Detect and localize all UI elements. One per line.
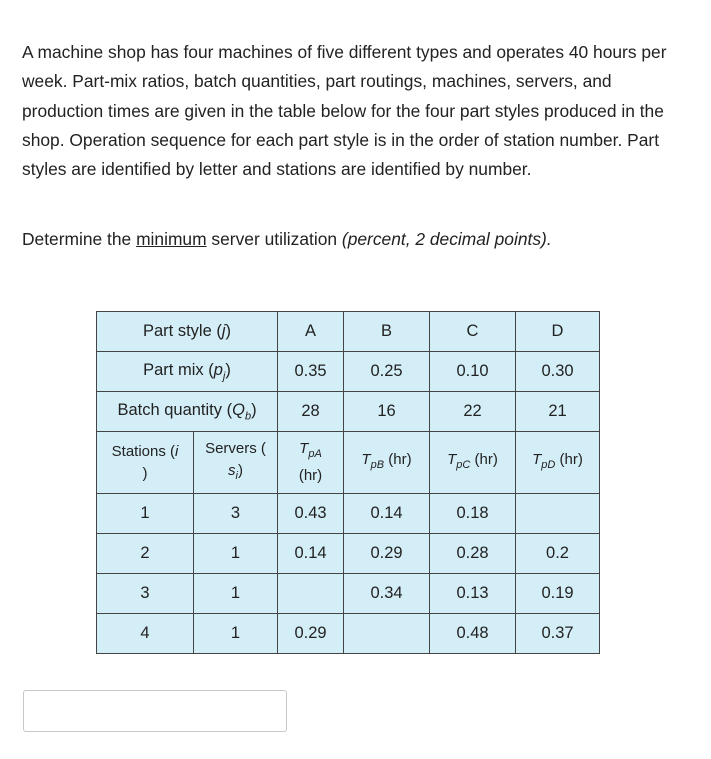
table-row-part-mix [97, 352, 600, 392]
server-count: 1 [194, 574, 278, 614]
time-b: 0.34 [344, 574, 430, 614]
table-row [97, 494, 600, 534]
server-count: 1 [194, 614, 278, 654]
problem-statement: A machine shop has four machines of five different types and operates 40 hours per week. Part-mix ratios, batch quantities, part routings, machines, servers, and production times are given in the table below for the four part styles produced in the shop. Operation sequence for each part style is in the order of station number. Part styles are identified by letter and stations are identified by number. [22, 42, 667, 180]
table-row [97, 614, 600, 654]
time-header-a: $T_{pA}$ (hr) [278, 432, 344, 494]
time-b [344, 614, 430, 654]
time-a: 0.43 [278, 494, 344, 534]
part-mix-b: 0.25 [344, 352, 430, 392]
time-d: 0.19 [516, 574, 600, 614]
station-number: 2 [97, 534, 194, 574]
time-header-d: $T_{pD}$ (hr) [516, 432, 600, 494]
batch-quantity-b: 16 [344, 392, 430, 432]
time-d: 0.37 [516, 614, 600, 654]
station-number: 1 [97, 494, 194, 534]
part-data-table [96, 311, 600, 654]
time-d [516, 494, 600, 534]
part-style-c: C [430, 312, 516, 352]
answer-input[interactable] [23, 690, 287, 732]
table-header-row [97, 432, 600, 494]
table-row [97, 574, 600, 614]
batch-quantity-c: 22 [430, 392, 516, 432]
time-c: 0.13 [430, 574, 516, 614]
time-c: 0.28 [430, 534, 516, 574]
part-mix-d: 0.30 [516, 352, 600, 392]
table-row [97, 534, 600, 574]
server-count: 1 [194, 534, 278, 574]
stations-header: Stations (i ) [97, 432, 194, 494]
servers-header: Servers ( $s_i$) [194, 432, 278, 494]
server-count: 3 [194, 494, 278, 534]
part-mix-a: 0.35 [278, 352, 344, 392]
part-style-label: Part style (j) [97, 312, 278, 352]
table-row-part-style [97, 312, 600, 352]
question-underlined-word: minimum [136, 229, 207, 249]
time-a: 0.29 [278, 614, 344, 654]
part-mix-label: Part mix $(p_j)$ [97, 352, 278, 392]
batch-quantity-a: 28 [278, 392, 344, 432]
part-mix-c: 0.10 [430, 352, 516, 392]
time-a: 0.14 [278, 534, 344, 574]
station-number: 4 [97, 614, 194, 654]
time-header-b: $T_{pB}$ (hr) [344, 432, 430, 494]
time-c: 0.18 [430, 494, 516, 534]
time-b: 0.29 [344, 534, 430, 574]
time-d: 0.2 [516, 534, 600, 574]
question-prefix: Determine the [22, 229, 137, 249]
part-style-d: D [516, 312, 600, 352]
station-number: 3 [97, 574, 194, 614]
batch-quantity-label: Batch quantity $(Q_b)$ [97, 392, 278, 432]
question-italic-note: (percent, 2 decimal points). [341, 229, 552, 249]
part-style-b: B [344, 312, 430, 352]
time-a [278, 574, 344, 614]
question-middle: server utilization [206, 229, 342, 249]
table-row-batch-quantity [97, 392, 600, 432]
time-c: 0.48 [430, 614, 516, 654]
part-style-a: A [278, 312, 344, 352]
time-header-c: $T_{pC}$ (hr) [430, 432, 516, 494]
time-b: 0.14 [344, 494, 430, 534]
question-statement [22, 225, 692, 254]
batch-quantity-d: 21 [516, 392, 600, 432]
